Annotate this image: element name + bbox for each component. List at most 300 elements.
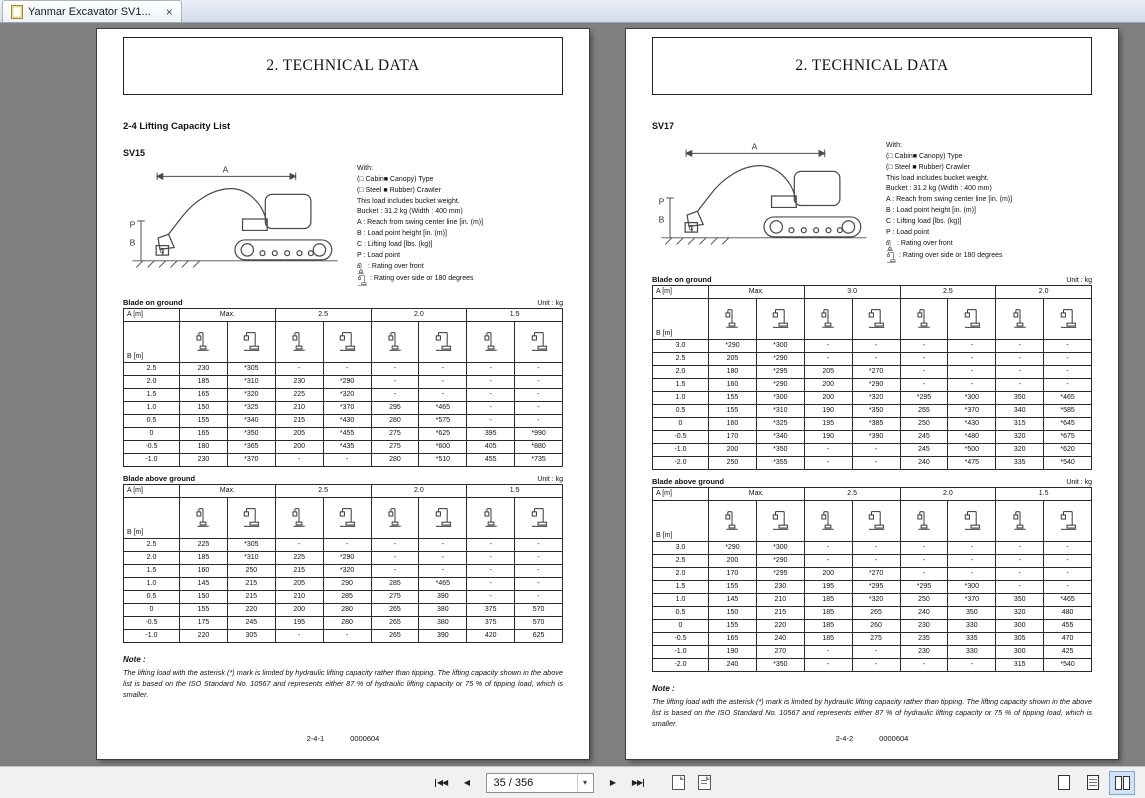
b-height-cell: 1.5	[653, 378, 709, 391]
capacity-cell: *305	[227, 362, 275, 375]
capacity-cell: 335	[948, 632, 996, 645]
table-row	[653, 378, 1092, 391]
capacity-cell: *305	[227, 538, 275, 551]
table-row	[653, 645, 1092, 658]
capacity-cell: 390	[419, 590, 467, 603]
manual-page-right	[626, 29, 1118, 759]
table-caption: Blade above ground	[652, 476, 725, 486]
capacity-cell: -	[275, 453, 323, 466]
capacity-cell: *385	[852, 417, 900, 430]
spec-line: (□ Steel ■ Rubber) Crawler	[886, 163, 970, 171]
capacity-cell: -	[371, 538, 419, 551]
unit-label: Unit : kg	[537, 299, 563, 307]
side-rating-icon	[756, 298, 804, 339]
table-row	[653, 352, 1092, 365]
capacity-cell: *290	[323, 551, 371, 564]
capacity-cell: -	[900, 567, 948, 580]
column-group-label: Max.	[180, 484, 276, 497]
capacity-cell: 260	[852, 619, 900, 632]
excavator-diagram	[652, 141, 874, 253]
capacity-cell: 200	[804, 391, 852, 404]
capacity-cell: -	[804, 443, 852, 456]
rating-side-line	[357, 274, 483, 286]
lifting-table-blade-above-ground	[652, 487, 1092, 672]
b-height-cell: -2.0	[653, 456, 709, 469]
capacity-cell: -	[467, 362, 515, 375]
capacity-cell: *435	[323, 440, 371, 453]
capacity-cell: -	[996, 339, 1044, 352]
front-rating-icon	[709, 500, 757, 541]
column-group-label: 1.5	[467, 484, 563, 497]
capacity-cell: -	[996, 378, 1044, 391]
single-page-view-button[interactable]	[1051, 771, 1077, 795]
rating-front-line	[886, 239, 1012, 251]
capacity-cell: 300	[996, 619, 1044, 632]
front-rating-icon	[180, 497, 228, 538]
capacity-cell: 280	[323, 603, 371, 616]
first-page-icon: ◀◀	[436, 778, 448, 787]
capacity-cell: *370	[323, 401, 371, 414]
capacity-cell: *320	[852, 593, 900, 606]
facing-pages-view-button[interactable]	[1109, 771, 1135, 795]
b-height-cell: -2.0	[653, 658, 709, 671]
spec-line: P : Load point	[357, 251, 401, 259]
table-row	[653, 567, 1092, 580]
capacity-cell: -	[467, 388, 515, 401]
continuous-view-button[interactable]	[1080, 771, 1106, 795]
previous-view-icon	[672, 775, 685, 790]
front-rating-icon	[180, 321, 228, 362]
capacity-cell: 215	[275, 564, 323, 577]
capacity-cell: 185	[804, 632, 852, 645]
table-row	[653, 632, 1092, 645]
capacity-cell: *340	[756, 430, 804, 443]
capacity-cell: *295	[900, 391, 948, 404]
table-row	[653, 606, 1092, 619]
capacity-cell: 470	[1044, 632, 1092, 645]
capacity-cell: 225	[275, 551, 323, 564]
capacity-cell: -	[900, 352, 948, 365]
diagram-row	[123, 164, 563, 286]
capacity-cell: *675	[1044, 430, 1092, 443]
capacity-cell: -	[1044, 378, 1092, 391]
capacity-cell: 255	[900, 404, 948, 417]
capacity-cell: 245	[227, 616, 275, 629]
last-page-icon: ▶▶	[631, 778, 643, 787]
b-height-cell: 0.5	[653, 404, 709, 417]
capacity-cell: -	[323, 629, 371, 642]
table-row	[653, 417, 1092, 430]
front-rating-icon	[900, 500, 948, 541]
capacity-cell: -	[852, 352, 900, 365]
capacity-cell: *295	[852, 580, 900, 593]
capacity-cell: *370	[948, 404, 996, 417]
b-height-cell: 0.5	[124, 590, 180, 603]
lifting-table-blade-on-ground	[123, 308, 563, 467]
capacity-cell: 185	[804, 606, 852, 619]
b-height-cell: 1.5	[124, 388, 180, 401]
b-height-cell: 2.0	[653, 567, 709, 580]
spec-line: Bucket : 31.2 kg (Width : 400 mm)	[886, 185, 992, 193]
previous-view-button[interactable]	[668, 771, 690, 795]
next-page-icon: ▶	[609, 778, 616, 787]
manual-page-left	[97, 29, 589, 759]
capacity-cell: *290	[852, 378, 900, 391]
capacity-cell: *320	[323, 564, 371, 577]
capacity-cell: -	[1044, 352, 1092, 365]
chevron-down-icon[interactable]	[577, 774, 593, 792]
spec-line: C : Lifting load [lbs. (kg)]	[886, 217, 962, 225]
capacity-cell: -	[419, 551, 467, 564]
capacity-cell: 280	[371, 414, 419, 427]
capacity-cell: -	[996, 352, 1044, 365]
capacity-cell: *500	[948, 443, 996, 456]
b-height-cell: -1.0	[653, 443, 709, 456]
capacity-cell: *465	[419, 401, 467, 414]
column-group-label: 2.5	[900, 285, 996, 298]
capacity-cell: 210	[756, 593, 804, 606]
capacity-cell: *455	[323, 427, 371, 440]
document-icon	[11, 5, 23, 19]
capacity-cell: -	[515, 577, 563, 590]
front-rating-icon	[886, 239, 894, 251]
capacity-cell: 350	[996, 593, 1044, 606]
previous-page-button[interactable]	[456, 771, 478, 795]
column-group-label: 1.5	[996, 487, 1092, 500]
model-label: SV15	[123, 148, 146, 158]
side-rating-icon	[948, 500, 996, 541]
capacity-cell: 220	[227, 603, 275, 616]
capacity-cell: -	[371, 388, 419, 401]
capacity-cell: 265	[371, 603, 419, 616]
side-rating-icon	[227, 497, 275, 538]
capacity-cell: *880	[515, 440, 563, 453]
spec-line: P : Load point	[886, 228, 930, 236]
capacity-cell: -	[515, 401, 563, 414]
capacity-cell: -	[900, 658, 948, 671]
side-rating-icon	[948, 298, 996, 339]
capacity-cell: -	[996, 365, 1044, 378]
rating-side-line	[886, 251, 1012, 263]
capacity-cell: 455	[467, 453, 515, 466]
front-rating-icon	[804, 298, 852, 339]
note-block	[123, 655, 563, 701]
spec-lines	[357, 164, 483, 262]
capacity-cell: 155	[180, 603, 228, 616]
b-height-cell: 0	[653, 417, 709, 430]
capacity-cell: *540	[1044, 658, 1092, 671]
capacity-cell: *290	[756, 352, 804, 365]
table-row	[124, 564, 563, 577]
capacity-cell: *290	[709, 339, 757, 352]
capacity-cell: 155	[180, 414, 228, 427]
capacity-cell: 290	[323, 577, 371, 590]
spec-line: This load includes bucket weight.	[357, 197, 460, 205]
capacity-cell: -	[900, 554, 948, 567]
capacity-cell: -	[323, 362, 371, 375]
note-title: Note :	[652, 683, 675, 693]
footer-doc-code: 0000604	[879, 734, 909, 743]
document-tab[interactable]	[2, 0, 182, 22]
capacity-cell: 375	[467, 603, 515, 616]
capacity-cell: -	[852, 645, 900, 658]
view-mode-controls	[1051, 767, 1135, 798]
rating-side-text: : Rating over side or 180 degrees	[899, 252, 1003, 260]
capacity-cell: 330	[948, 619, 996, 632]
capacity-cell: -	[1044, 541, 1092, 554]
column-group-label: 3.0	[804, 285, 900, 298]
capacity-cell: -	[804, 541, 852, 554]
capacity-cell: 145	[180, 577, 228, 590]
table-row	[124, 375, 563, 388]
capacity-cell: 320	[996, 430, 1044, 443]
spec-lines	[886, 141, 1012, 239]
capacity-cell: -	[371, 551, 419, 564]
capacity-cell: *540	[1044, 456, 1092, 469]
side-rating-icon	[227, 321, 275, 362]
capacity-cell: 185	[804, 619, 852, 632]
capacity-cell: 205	[275, 577, 323, 590]
spec-line: With:	[357, 165, 373, 172]
capacity-cell: *300	[948, 580, 996, 593]
last-page-button[interactable]	[628, 771, 650, 795]
single-page-view-icon	[1058, 775, 1070, 790]
b-height-cell: -1.0	[653, 645, 709, 658]
spec-line: (□ Cabin■ Canopy) Type	[886, 152, 963, 160]
capacity-cell: *290	[709, 541, 757, 554]
column-group-label: 2.5	[804, 487, 900, 500]
table-caption-row	[652, 477, 1092, 486]
capacity-cell: 150	[180, 401, 228, 414]
document-viewer[interactable]	[0, 23, 1145, 766]
corner-b-label: B [m]	[124, 321, 180, 362]
capacity-cell: -	[1044, 567, 1092, 580]
capacity-cell: *270	[852, 567, 900, 580]
capacity-cell: 160	[709, 417, 757, 430]
capacity-cell: 195	[804, 417, 852, 430]
capacity-cell: 145	[709, 593, 757, 606]
capacity-cell: *390	[852, 430, 900, 443]
capacity-cell: *310	[756, 404, 804, 417]
chevron-glyph: ▾	[582, 778, 587, 787]
column-group-label: 2.5	[275, 308, 371, 321]
rating-front-line	[357, 262, 483, 274]
rating-side-text: : Rating over side or 180 degrees	[370, 275, 474, 283]
capacity-cell: 285	[371, 577, 419, 590]
table-row	[653, 580, 1092, 593]
svg-text:B: B	[658, 214, 665, 225]
capacity-cell: -	[323, 538, 371, 551]
capacity-cell: -	[804, 645, 852, 658]
capacity-cell: 200	[275, 603, 323, 616]
capacity-cell: -	[804, 658, 852, 671]
capacity-cell: 185	[180, 551, 228, 564]
capacity-cell: *735	[515, 453, 563, 466]
capacity-cell: 425	[1044, 645, 1092, 658]
capacity-cell: -	[419, 362, 467, 375]
capacity-cell: 315	[996, 417, 1044, 430]
svg-text:P: P	[658, 196, 665, 207]
capacity-cell: -	[852, 658, 900, 671]
capacity-cell: 215	[227, 590, 275, 603]
capacity-cell: *370	[227, 453, 275, 466]
table-row	[653, 593, 1092, 606]
side-rating-icon	[515, 321, 563, 362]
note-title: Note :	[123, 654, 146, 664]
footer-page-number: 2-4-1	[306, 734, 325, 743]
capacity-cell: -	[852, 443, 900, 456]
capacity-cell: 205	[275, 427, 323, 440]
capacity-cell: 455	[1044, 619, 1092, 632]
capacity-cell: 200	[804, 378, 852, 391]
next-page-button[interactable]	[602, 771, 624, 795]
capacity-cell: 200	[709, 443, 757, 456]
capacity-cell: 275	[371, 590, 419, 603]
rating-front-text: : Rating over front	[368, 263, 424, 271]
capacity-cell: -	[900, 541, 948, 554]
table-row	[124, 453, 563, 466]
capacity-cell: 160	[709, 378, 757, 391]
capacity-cell: *365	[227, 440, 275, 453]
front-rating-icon	[996, 500, 1044, 541]
b-height-cell: 2.0	[124, 375, 180, 388]
continuous-view-icon	[1087, 775, 1099, 790]
capacity-cell: -	[515, 362, 563, 375]
capacity-cell: 235	[900, 632, 948, 645]
side-rating-icon	[1044, 500, 1092, 541]
b-height-cell: 1.5	[124, 564, 180, 577]
capacity-cell: *270	[852, 365, 900, 378]
capacity-cell: -	[467, 551, 515, 564]
chapter-title-box	[652, 37, 1092, 95]
capacity-cell: -	[371, 362, 419, 375]
side-rating-icon	[357, 274, 367, 286]
capacity-cell: 420	[467, 629, 515, 642]
capacity-cell: *990	[515, 427, 563, 440]
capacity-cell: 275	[852, 632, 900, 645]
table-row	[124, 577, 563, 590]
table-row	[124, 590, 563, 603]
capacity-cell: *300	[756, 339, 804, 352]
capacity-cell: -	[1044, 365, 1092, 378]
capacity-cell: -	[467, 414, 515, 427]
column-group-label: 2.5	[275, 484, 371, 497]
footer-doc-code: 0000604	[350, 734, 380, 743]
capacity-cell: 250	[900, 417, 948, 430]
capacity-cell: 320	[996, 606, 1044, 619]
capacity-cell: 170	[709, 567, 757, 580]
capacity-cell: 220	[756, 619, 804, 632]
b-height-cell: 2.5	[653, 352, 709, 365]
page-indicator: 35 / 356	[493, 776, 534, 789]
b-height-cell: 1.5	[653, 580, 709, 593]
tab-close-icon[interactable]: ×	[165, 4, 173, 19]
table-row	[124, 440, 563, 453]
capacity-cell: 230	[180, 453, 228, 466]
capacity-cell: -	[515, 590, 563, 603]
capacity-cell: 225	[180, 538, 228, 551]
table-row	[653, 541, 1092, 554]
capacity-cell: *430	[948, 417, 996, 430]
side-rating-icon	[1044, 298, 1092, 339]
b-height-cell: 0.5	[124, 414, 180, 427]
capacity-cell: *645	[1044, 417, 1092, 430]
table-row	[653, 456, 1092, 469]
capacity-cell: 625	[515, 629, 563, 642]
capacity-cell: *295	[900, 580, 948, 593]
capacity-cell: *310	[227, 551, 275, 564]
capacity-cell: 160	[180, 564, 228, 577]
next-view-button[interactable]	[694, 771, 716, 795]
capacity-cell: -	[996, 580, 1044, 593]
page-number-input[interactable]	[486, 773, 594, 793]
unit-label: Unit : kg	[537, 475, 563, 483]
spec-list	[886, 141, 1012, 263]
capacity-cell: -	[371, 375, 419, 388]
chapter-title-box	[123, 37, 563, 95]
footer-page-number: 2-4-2	[835, 734, 854, 743]
capacity-cell: 305	[227, 629, 275, 642]
bar-glyph	[643, 779, 644, 787]
bottom-toolbar	[0, 766, 1145, 798]
capacity-cell: 200	[709, 554, 757, 567]
rating-front-text: : Rating over front	[897, 240, 953, 248]
b-height-cell: -1.0	[124, 453, 180, 466]
capacity-cell: 350	[996, 391, 1044, 404]
excavator-diagram	[123, 164, 345, 276]
chapter-title: 2. TECHNICAL DATA	[266, 57, 420, 74]
b-height-cell: 1.0	[653, 391, 709, 404]
capacity-cell: -	[371, 564, 419, 577]
capacity-cell: 245	[900, 443, 948, 456]
unit-label: Unit : kg	[1066, 276, 1092, 284]
column-group-label: Max.	[709, 487, 805, 500]
capacity-cell: *300	[756, 541, 804, 554]
capacity-cell: *295	[756, 365, 804, 378]
capacity-cell: *475	[948, 456, 996, 469]
spec-line: (□ Cabin■ Canopy) Type	[357, 175, 434, 183]
capacity-cell: -	[515, 564, 563, 577]
capacity-cell: -	[467, 590, 515, 603]
capacity-cell: 275	[371, 440, 419, 453]
first-page-button[interactable]	[430, 771, 452, 795]
note-body: The lifting load with the asterisk (*) mark is limited by hydraulic lifting capacity rather than tipping. The lifting capacity shown in the above list is based on the ISO Standard No. 10567 and represents either 87 % of hydraulic lifting capacity or 75 % of tipping load, which is smaller.	[123, 667, 563, 700]
capacity-cell: 335	[996, 456, 1044, 469]
capacity-cell: *325	[227, 401, 275, 414]
capacity-cell: -	[804, 554, 852, 567]
corner-a-label: A [m]	[653, 285, 709, 298]
table-row	[653, 365, 1092, 378]
spec-line: B : Load point height [in. (m)]	[886, 207, 976, 215]
capacity-cell: 190	[804, 404, 852, 417]
table-row	[124, 538, 563, 551]
capacity-cell: *370	[948, 593, 996, 606]
table-row	[653, 619, 1092, 632]
capacity-cell: -	[515, 414, 563, 427]
b-height-cell: 2.0	[124, 551, 180, 564]
capacity-cell: *295	[756, 567, 804, 580]
capacity-cell: 165	[180, 388, 228, 401]
b-height-cell: -0.5	[653, 430, 709, 443]
capacity-cell: 265	[852, 606, 900, 619]
front-rating-icon	[996, 298, 1044, 339]
svg-text:B: B	[129, 237, 136, 248]
bar-glyph	[435, 779, 436, 787]
capacity-cell: 295	[371, 401, 419, 414]
capacity-cell: -	[948, 658, 996, 671]
capacity-cell: -	[515, 375, 563, 388]
capacity-cell: 240	[900, 606, 948, 619]
